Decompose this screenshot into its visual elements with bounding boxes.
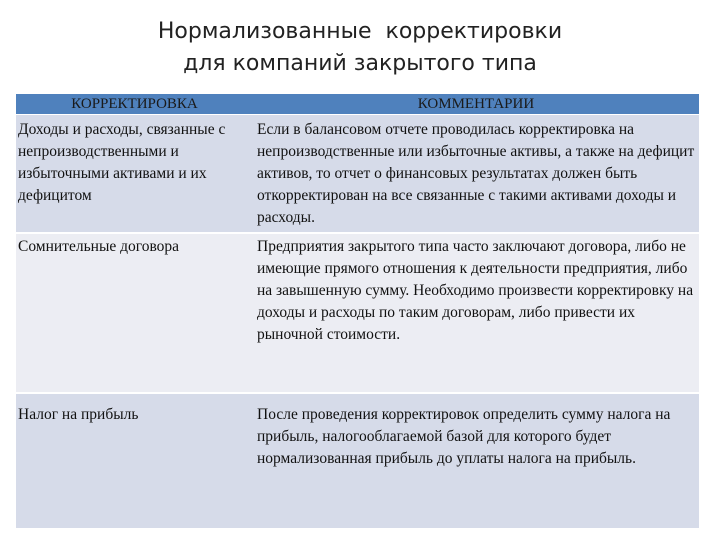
slide-title-line-2: для компаний закрытого типа xyxy=(183,51,537,76)
column-header-comments: КОММЕНТАРИИ xyxy=(253,94,699,115)
table-row xyxy=(16,115,699,234)
adjustment-cell: Налог на прибыль xyxy=(16,393,253,528)
comment-cell: После проведения корректировок определить сумму налога на прибыль, налогооблагаемой базой для которого будет нормализованная прибыль до уплаты налога на прибыль. xyxy=(253,393,699,528)
table-row xyxy=(16,233,699,393)
table-row xyxy=(16,393,699,528)
column-header-adjustment: КОРРЕКТИРОВКА xyxy=(16,94,253,115)
table-header-row xyxy=(16,94,699,115)
comment-cell: Предприятия закрытого типа часто заключают договора, либо не имеющие прямого отношения к деятельности предприятия, либо на завышенную сумму. Необходимо произвести корректировку на доходы и расходы по таким договорам, либо привести их рыночной стоимости. xyxy=(253,233,699,393)
adjustment-cell: Сомнительные договора xyxy=(16,233,253,393)
slide-title xyxy=(0,16,720,80)
adjustments-table xyxy=(16,94,699,528)
adjustment-cell: Доходы и расходы, связанные с непроизводственными и избыточными активами и их дефицитом xyxy=(16,115,253,234)
slide-title-line-1: Нормализованные корректировки xyxy=(157,19,563,44)
comment-cell: Если в балансовом отчете проводилась корректировка на непроизводственные или избыточные активы, а также на дефицит активов, то отчет о финансовых результатах должен быть откорректирован на все связанные с такими активами доходы и расходы. xyxy=(253,115,699,234)
